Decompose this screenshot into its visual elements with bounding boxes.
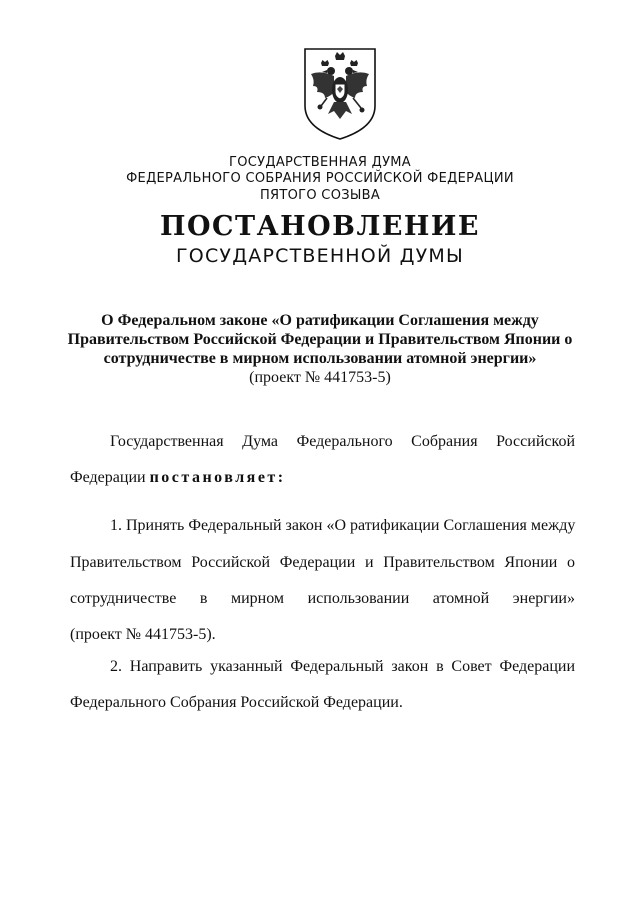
item-1-line-1: 1. Принять Федеральный закон «О ратификации Соглашения между: [110, 517, 576, 534]
item-1-line-4: (проект № 441753-5).: [70, 626, 216, 643]
resolves-word: постановляет:: [149, 469, 286, 486]
coat-of-arms-emblem: [301, 46, 379, 142]
subject-line-3: сотрудничестве в мирном использовании атомной энергии»: [103, 350, 537, 367]
document-title: ПОСТАНОВЛЕНИЕ: [160, 211, 480, 242]
item-2-line-2: Федерального Собрания Российской Федерации.: [70, 694, 403, 711]
item-2-line-1: 2. Направить указанный Федеральный закон в Совет Федерации: [110, 658, 575, 675]
item-1-line-2: Правительством Российской Федерации и Правительством Японии о: [70, 554, 575, 571]
org-name-line-1: ГОСУДАРСТВЕННАЯ ДУМА: [229, 155, 411, 170]
convocation-line: ПЯТОГО СОЗЫВА: [259, 188, 381, 203]
item-1-line-3: сотрудничестве в мирном использовании атомной энергии»: [70, 590, 575, 607]
intro-line-2: [70, 469, 575, 487]
intro-line-1: Государственная Дума Федерального Собрания Российской: [110, 433, 575, 450]
intro-line-2-start: Федерации: [70, 469, 150, 486]
org-name-line-2: ФЕДЕРАЛЬНОГО СОБРАНИЯ РОССИЙСКОЙ ФЕДЕРАЦИИ: [126, 171, 514, 186]
subject-line-1: О Федеральном законе «О ратификации Соглашения между: [101, 312, 539, 329]
document-subtitle: ГОСУДАРСТВЕННОЙ ДУМЫ: [176, 245, 464, 267]
bill-number: (проект № 441753-5): [249, 369, 391, 386]
subject-line-2: Правительством Российской Федерации и Правительством Японии о: [67, 331, 573, 348]
russian-coat-of-arms-icon: [301, 46, 379, 142]
